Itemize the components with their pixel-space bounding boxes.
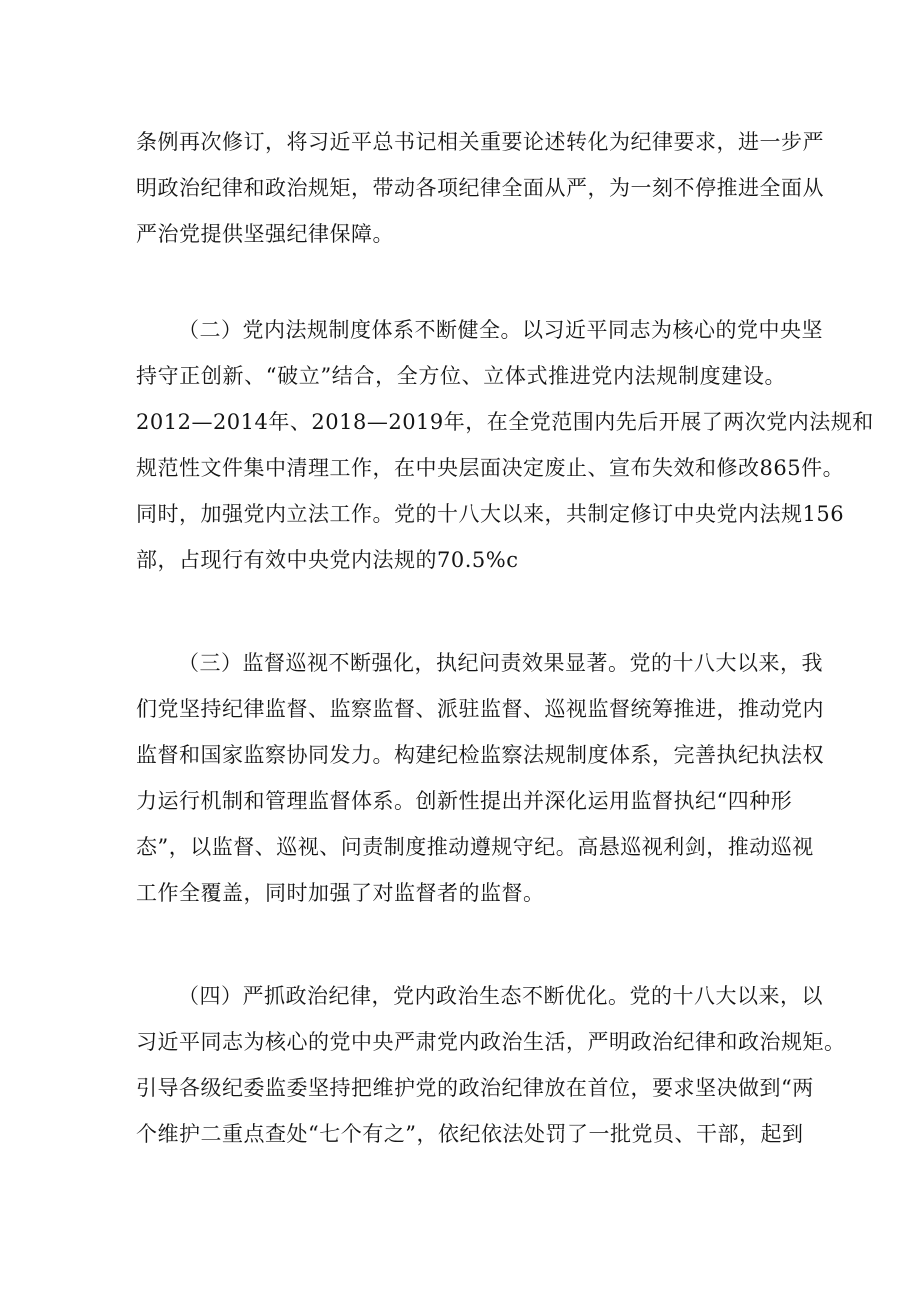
text-line: 条例再次修订，将习近平总书记相关重要论述转化为纪律要求，进一步严 [136,130,824,154]
text-line: 2012—2014年、2018—2019年，在全党范围内先后开展了两次党内法规和 [136,410,874,434]
paragraph-supervision-inspection [136,640,824,916]
text-line: 工作全覆盖，同时加强了对监督者的监督。 [136,881,545,905]
text-line: 严治党提供坚强纪律保障。 [136,222,394,246]
text-line: 持守正创新、“破立”结合，全方位、立体式推进党内法规制度建设。 [136,364,786,388]
text-line: 部，占现行有效中央党内法规的70.5%c [136,548,519,572]
text-line: 规范性文件集中清理工作，在中央层面决定废止、宣布失效和修改865件。 [136,456,845,480]
text-line: 个维护二重点查处“七个有之”，依纪依法处罚了一批党员、干部，起到 [136,1122,804,1146]
text-line: （三）监督巡视不断强化，执纪问责效果显著。党的十八大以来，我 [178,651,823,675]
text-line: 力运行机制和管理监督体系。创新性提出并深化运用监督执纪“四种形 [136,789,793,813]
text-line: 习近平同志为核心的党中央严肃党内政治生活，严明政治纪律和政治规矩。 [136,1030,846,1054]
text-line: （四）严抓政治纪律，党内政治生态不断优化。党的十八大以来，以 [178,984,823,1008]
text-line: 监督和国家监察协同发力。构建纪检监察法规制度体系，完善执纪执法权 [136,743,824,767]
text-line: 态”，以监督、巡视、问责制度推动遵规守纪。高悬巡视利剑，推动巡视 [136,835,814,859]
text-line: 明政治纪律和政治规矩，带动各项纪律全面从严，为一刻不停推进全面从 [136,176,824,200]
paragraph-political-discipline [136,973,846,1157]
paragraph-discipline-regulations [136,119,824,257]
text-line: 同时，加强党内立法工作。党的十八大以来，共制定修订中央党内法规156 [136,502,845,526]
text-line: 们党坚持纪律监督、监察监督、派驻监督、巡视监督统筹推进，推动党内 [136,697,824,721]
text-line: 引导各级纪委监委坚持把维护党的政治纪律放在首位，要求坚决做到“两 [136,1076,814,1100]
paragraph-intra-party-regulations [136,307,874,583]
text-line: （二）党内法规制度体系不断健全。以习近平同志为核心的党中央坚 [178,318,823,342]
